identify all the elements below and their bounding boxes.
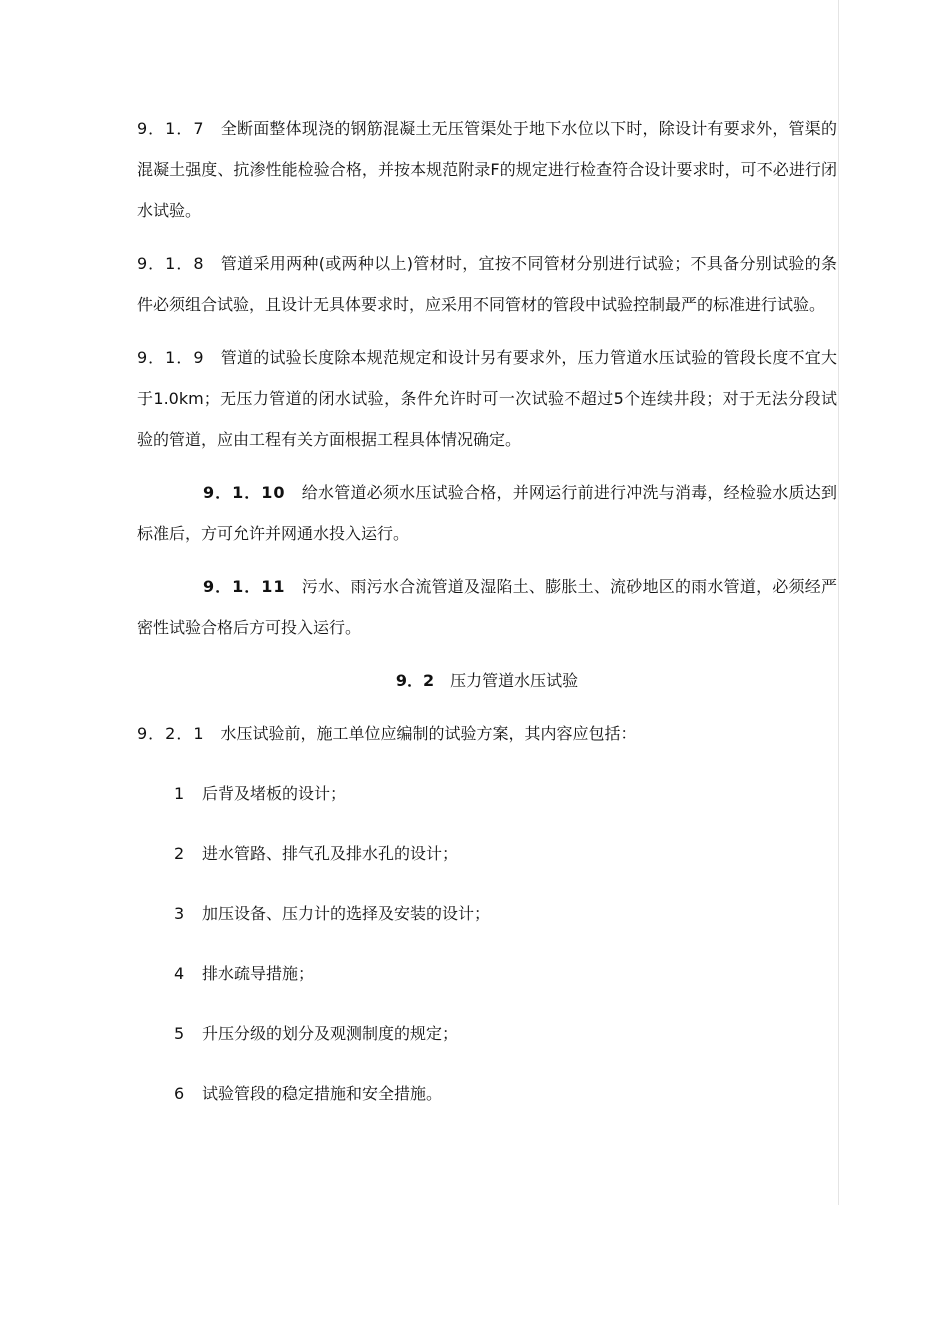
clause-text: 水压试验前，施工单位应编制的试验方案，其内容应包括：	[220, 724, 637, 743]
clause-text: 给水管道必须水压试验合格，并网运行前进行冲洗与消毒，经检验水质达到标准后，方可允许并网通水投入运行。	[137, 483, 837, 543]
clause-number: 9．1．11	[203, 577, 286, 596]
clause-text: 全断面整体现浇的钢筋混凝土无压管渠处于地下水位以下时，除设计有要求外，管渠的混凝土强度、抗渗性能检验合格，并按本规范附录F的规定进行检查符合设计要求时，可不必进行闭水试验。	[137, 119, 837, 220]
clause-text: 管道的试验长度除本规范规定和设计另有要求外，压力管道水压试验的管段长度不宜大于1.0km；无压力管道的闭水试验，条件允许时可一次试验不超过5个连续井段；对于无法分段试验的管道，应由工程有关方面根据工程具体情况确定。	[137, 348, 837, 449]
clause-text: 污水、雨污水合流管道及湿陷土、膨胀土、流砂地区的雨水管道，必须经严密性试验合格后方可投入运行。	[137, 577, 837, 637]
clause-number: 9．1．7	[137, 119, 205, 138]
list-item-text: 后背及堵板的设计；	[202, 784, 347, 803]
clause-number: 9．1．10	[203, 483, 286, 502]
list-item-number: 5	[174, 1024, 185, 1043]
list-item-text: 加压设备、压力计的选择及安装的设计；	[202, 904, 491, 923]
list-item-number: 4	[174, 964, 185, 983]
list-item-number: 6	[174, 1084, 185, 1103]
section-number: 9．2	[395, 671, 435, 690]
clause-9-2-1	[137, 713, 837, 754]
section-heading	[137, 660, 837, 701]
list-item	[174, 833, 837, 874]
list-item-text: 进水管路、排气孔及排水孔的设计；	[202, 844, 459, 863]
list-item-number: 2	[174, 844, 185, 863]
list-item-number: 3	[174, 904, 185, 923]
section-title: 压力管道水压试验	[450, 671, 579, 690]
clause-number: 9．2．1	[137, 724, 205, 743]
list-item-text: 试验管段的稳定措施和安全措施。	[202, 1084, 443, 1103]
list-item	[174, 1073, 837, 1114]
clause-9-1-10	[137, 472, 837, 554]
clause-number: 9．1．9	[137, 348, 205, 367]
clause-9-1-8	[137, 243, 837, 325]
list-item	[174, 773, 837, 814]
document-body	[137, 108, 837, 1114]
clause-text: 管道采用两种(或两种以上)管材时，宜按不同管材分别进行试验；不具备分别试验的条件必须组合试验，且设计无具体要求时，应采用不同管材的管段中试验控制最严的标准进行试验。	[137, 254, 837, 314]
page-edge-divider	[838, 0, 839, 1205]
list-item-text: 排水疏导措施；	[202, 964, 315, 983]
list-item-text: 升压分级的划分及观测制度的规定；	[202, 1024, 459, 1043]
clause-number: 9．1．8	[137, 254, 205, 273]
list-item	[174, 1013, 837, 1054]
list-item	[174, 953, 837, 994]
clause-9-1-11	[137, 566, 837, 648]
list-item	[174, 893, 837, 934]
clause-9-1-7	[137, 108, 837, 231]
list-item-number: 1	[174, 784, 185, 803]
clause-9-1-9	[137, 337, 837, 460]
